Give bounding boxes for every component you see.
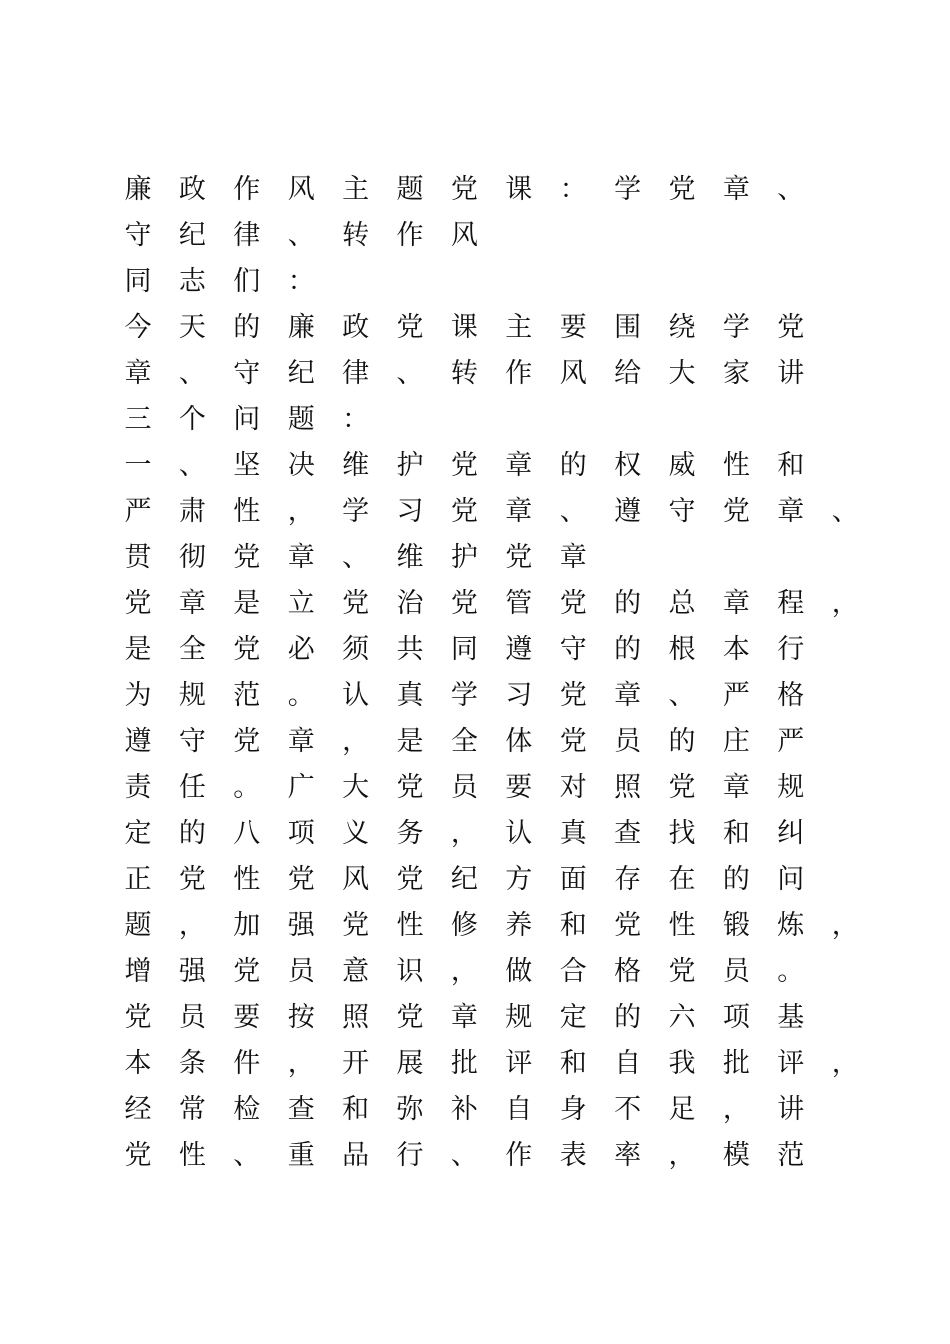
text-character: 自 (614, 1048, 642, 1079)
text-character: 为 (124, 680, 152, 711)
text-character: ， (287, 496, 315, 527)
text-character: 认 (505, 818, 533, 849)
text-character: 题 (396, 174, 424, 205)
text-character: 弥 (396, 1094, 424, 1125)
text-character: 个 (178, 404, 206, 435)
text-character: 件 (233, 1048, 261, 1079)
text-character: 学 (722, 312, 750, 343)
text-character: 党 (614, 910, 642, 941)
text-character: 是 (124, 634, 152, 665)
text-character: 决 (287, 450, 315, 481)
text-character: 的 (722, 864, 750, 895)
text-character: 照 (614, 772, 642, 803)
text-character: 。 (287, 680, 315, 711)
text-character: 章 (559, 542, 587, 573)
text-character: 今 (124, 312, 152, 343)
salutation-line (0, 259, 950, 305)
text-character: 广 (287, 772, 315, 803)
text-character: 章 (614, 680, 642, 711)
text-character: 项 (287, 818, 315, 849)
text-character: 章 (450, 1002, 478, 1033)
text-character: 性 (668, 910, 696, 941)
text-character: 党 (396, 312, 424, 343)
text-character: 和 (722, 818, 750, 849)
text-character: ： (559, 174, 587, 205)
text-character: 必 (287, 634, 315, 665)
text-character: 根 (668, 634, 696, 665)
text-character: 重 (287, 1140, 315, 1171)
text-character: 守 (559, 634, 587, 665)
text-character: 遵 (124, 726, 152, 757)
text-character: 、 (396, 358, 424, 389)
section-heading-line (0, 443, 950, 489)
text-character: 增 (124, 956, 152, 987)
text-character: 锻 (722, 910, 750, 941)
text-character: 党 (559, 680, 587, 711)
text-character: 补 (450, 1094, 478, 1125)
body-line (0, 857, 950, 903)
text-character: 格 (614, 956, 642, 987)
text-character: 党 (505, 542, 533, 573)
text-character: 章 (505, 496, 533, 527)
text-character: 、 (287, 220, 315, 251)
text-character: 的 (614, 1002, 642, 1033)
text-character: 真 (396, 680, 424, 711)
text-character: 要 (233, 1002, 261, 1033)
text-character: 党 (233, 634, 261, 665)
text-character: 纪 (450, 864, 478, 895)
text-character: 管 (505, 588, 533, 619)
text-character: 章 (505, 450, 533, 481)
body-line (0, 811, 950, 857)
text-character: ， (450, 818, 478, 849)
text-character: 要 (559, 312, 587, 343)
text-character: 坚 (233, 450, 261, 481)
text-character: 课 (450, 312, 478, 343)
text-character: 党 (178, 864, 206, 895)
text-character: 批 (722, 1048, 750, 1079)
text-character: 评 (777, 1048, 805, 1079)
text-character: 本 (722, 634, 750, 665)
text-character: 员 (722, 956, 750, 987)
body-line (0, 1087, 950, 1133)
text-character: 党 (233, 542, 261, 573)
text-character: 条 (178, 1048, 206, 1079)
text-character: 党 (450, 174, 478, 205)
text-character: 、 (342, 542, 370, 573)
text-character: 彻 (178, 542, 206, 573)
body-line (0, 1133, 950, 1179)
text-character: 风 (342, 864, 370, 895)
text-character: 经 (124, 1094, 152, 1125)
text-character: 的 (614, 634, 642, 665)
text-character: 识 (396, 956, 424, 987)
body-line (0, 581, 950, 627)
text-character: 党 (450, 496, 478, 527)
text-character: 责 (124, 772, 152, 803)
text-character: 、 (668, 680, 696, 711)
title-line-2 (0, 213, 950, 259)
text-character: 六 (668, 1002, 696, 1033)
text-character: 习 (505, 680, 533, 711)
text-character: 规 (777, 772, 805, 803)
text-character: 规 (505, 1002, 533, 1033)
text-character: 性 (396, 910, 424, 941)
text-character: 同 (450, 634, 478, 665)
text-character: 风 (559, 358, 587, 389)
text-character: 党 (559, 588, 587, 619)
text-character: 规 (178, 680, 206, 711)
text-character: 表 (559, 1140, 587, 1171)
body-line (0, 673, 950, 719)
text-character: 性 (178, 1140, 206, 1171)
text-character: 党 (668, 174, 696, 205)
text-character: 在 (668, 864, 696, 895)
text-character: 守 (178, 726, 206, 757)
text-character: 同 (124, 266, 152, 297)
text-character: 严 (722, 680, 750, 711)
text-character: 查 (614, 818, 642, 849)
text-character: 党 (396, 864, 424, 895)
text-character: 员 (287, 956, 315, 987)
text-character: 修 (450, 910, 478, 941)
text-character: 章 (287, 542, 315, 573)
text-character: 全 (450, 726, 478, 757)
text-character: 大 (342, 772, 370, 803)
text-character: 志 (178, 266, 206, 297)
text-character: 的 (178, 818, 206, 849)
text-character: 。 (777, 956, 805, 987)
text-character: 品 (342, 1140, 370, 1171)
text-character: ， (831, 1048, 859, 1079)
text-character: 章 (124, 358, 152, 389)
text-character: 章 (287, 726, 315, 757)
text-character: 立 (287, 588, 315, 619)
text-character: 护 (450, 542, 478, 573)
text-character: 员 (178, 1002, 206, 1033)
text-character: 按 (287, 1002, 315, 1033)
text-character: 是 (233, 588, 261, 619)
text-character: ， (342, 726, 370, 757)
text-character: 章 (722, 174, 750, 205)
text-character: 党 (668, 956, 696, 987)
text-character: 廉 (287, 312, 315, 343)
text-character: 总 (668, 588, 696, 619)
text-character: 强 (178, 956, 206, 987)
text-character: 合 (559, 956, 587, 987)
text-character: 模 (722, 1140, 750, 1171)
text-character: 、 (233, 1140, 261, 1171)
text-character: 大 (668, 358, 696, 389)
text-character: 范 (233, 680, 261, 711)
text-character: 一 (124, 450, 152, 481)
text-character: ， (178, 910, 206, 941)
text-character: 律 (342, 358, 370, 389)
text-character: 党 (668, 772, 696, 803)
text-character: 做 (505, 956, 533, 987)
text-character: 须 (342, 634, 370, 665)
text-character: 本 (124, 1048, 152, 1079)
body-line (0, 305, 950, 351)
text-character: ， (450, 956, 478, 987)
text-character: 范 (777, 1140, 805, 1171)
text-character: 绕 (668, 312, 696, 343)
text-character: 主 (505, 312, 533, 343)
text-character: 党 (396, 1002, 424, 1033)
text-character: ， (831, 910, 859, 941)
body-line (0, 627, 950, 673)
text-character: 性 (233, 864, 261, 895)
text-character: 党 (124, 588, 152, 619)
text-character: 意 (342, 956, 370, 987)
text-character: 任 (178, 772, 206, 803)
body-line (0, 397, 950, 443)
text-character: 风 (287, 174, 315, 205)
body-line (0, 765, 950, 811)
text-character: 认 (342, 680, 370, 711)
text-character: 开 (342, 1048, 370, 1079)
title-line-1 (0, 167, 950, 213)
text-character: 作 (505, 358, 533, 389)
text-character: 们 (233, 266, 261, 297)
text-character: ， (722, 1094, 750, 1125)
text-character: 务 (396, 818, 424, 849)
text-character: 全 (178, 634, 206, 665)
text-character: 义 (342, 818, 370, 849)
text-character: 风 (450, 220, 478, 251)
text-character: 党 (233, 726, 261, 757)
text-character: 遵 (505, 634, 533, 665)
text-character: 党 (287, 864, 315, 895)
text-character: 贯 (124, 542, 152, 573)
text-character: 足 (668, 1094, 696, 1125)
text-character: 展 (396, 1048, 424, 1079)
section-heading-line (0, 489, 950, 535)
text-character: 党 (342, 588, 370, 619)
text-character: 家 (722, 358, 750, 389)
text-character: 章 (178, 588, 206, 619)
body-line (0, 949, 950, 995)
text-character: 项 (722, 1002, 750, 1033)
text-character: 围 (614, 312, 642, 343)
text-character: 方 (505, 864, 533, 895)
text-character: 讲 (777, 358, 805, 389)
text-character: 习 (396, 496, 424, 527)
text-character: 对 (559, 772, 587, 803)
body-line (0, 995, 950, 1041)
text-character: 威 (668, 450, 696, 481)
text-character: 庄 (722, 726, 750, 757)
text-character: 加 (233, 910, 261, 941)
text-character: 和 (559, 910, 587, 941)
text-character: 定 (559, 1002, 587, 1033)
text-character: 廉 (124, 174, 152, 205)
text-character: 给 (614, 358, 642, 389)
text-character: 率 (614, 1140, 642, 1171)
text-character: 题 (287, 404, 315, 435)
text-character: 学 (614, 174, 642, 205)
text-character: 问 (777, 864, 805, 895)
text-character: 党 (722, 496, 750, 527)
text-character: 严 (777, 726, 805, 757)
text-character: 要 (505, 772, 533, 803)
text-character: 检 (233, 1094, 261, 1125)
text-character: 正 (124, 864, 152, 895)
text-character: 政 (178, 174, 206, 205)
text-character: 格 (777, 680, 805, 711)
text-character: 、 (178, 450, 206, 481)
text-character: 体 (505, 726, 533, 757)
text-character: 党 (450, 450, 478, 481)
body-line (0, 719, 950, 765)
body-line (0, 351, 950, 397)
text-character: 作 (233, 174, 261, 205)
text-character: 学 (342, 496, 370, 527)
text-character: 程 (777, 588, 805, 619)
text-character: 守 (668, 496, 696, 527)
text-character: 性 (233, 496, 261, 527)
text-character: 律 (233, 220, 261, 251)
text-character: 纠 (777, 818, 805, 849)
text-character: 和 (342, 1094, 370, 1125)
text-character: 常 (178, 1094, 206, 1125)
text-character: 的 (614, 588, 642, 619)
text-character: 题 (124, 910, 152, 941)
text-character: ： (342, 404, 370, 435)
text-character: 党 (233, 956, 261, 987)
text-character: 我 (668, 1048, 696, 1079)
text-character: 讲 (777, 1094, 805, 1125)
text-character: 的 (559, 450, 587, 481)
text-character: 三 (124, 404, 152, 435)
text-character: 找 (668, 818, 696, 849)
text-character: 员 (614, 726, 642, 757)
text-character: 维 (342, 450, 370, 481)
text-character: 肃 (178, 496, 206, 527)
text-character: 定 (124, 818, 152, 849)
body-line (0, 903, 950, 949)
text-character: 章 (777, 496, 805, 527)
text-character: 党 (559, 726, 587, 757)
text-character: 作 (396, 220, 424, 251)
text-character: 基 (777, 1002, 805, 1033)
text-character: 行 (777, 634, 805, 665)
text-character: 八 (233, 818, 261, 849)
text-character: 和 (559, 1048, 587, 1079)
text-character: 员 (450, 772, 478, 803)
text-character: 。 (233, 772, 261, 803)
text-character: 遵 (614, 496, 642, 527)
text-character: 纪 (287, 358, 315, 389)
text-character: 问 (233, 404, 261, 435)
text-character: 性 (722, 450, 750, 481)
body-line (0, 1041, 950, 1087)
section-heading-line (0, 535, 950, 581)
text-character: ： (287, 266, 315, 297)
text-character: 党 (396, 772, 424, 803)
text-character: 不 (614, 1094, 642, 1125)
text-character: 守 (124, 220, 152, 251)
text-character: 批 (450, 1048, 478, 1079)
text-character: 党 (450, 588, 478, 619)
text-character: 守 (233, 358, 261, 389)
text-character: 是 (396, 726, 424, 757)
text-character: 的 (668, 726, 696, 757)
text-character: 面 (559, 864, 587, 895)
text-character: 纪 (178, 220, 206, 251)
text-character: 课 (505, 174, 533, 205)
text-character: 强 (287, 910, 315, 941)
text-character: 、 (559, 496, 587, 527)
text-character: 主 (342, 174, 370, 205)
text-character: 炼 (777, 910, 805, 941)
text-character: 身 (559, 1094, 587, 1125)
text-character: 和 (777, 450, 805, 481)
text-character: 天 (178, 312, 206, 343)
text-character: 作 (505, 1140, 533, 1171)
text-character: 的 (233, 312, 261, 343)
text-character: 评 (505, 1048, 533, 1079)
text-character: 护 (396, 450, 424, 481)
text-character: 照 (342, 1002, 370, 1033)
text-character: 、 (450, 1140, 478, 1171)
text-character: 转 (342, 220, 370, 251)
text-character: 政 (342, 312, 370, 343)
text-character: 党 (124, 1002, 152, 1033)
text-character: 章 (722, 588, 750, 619)
text-character: 党 (777, 312, 805, 343)
text-character: 存 (614, 864, 642, 895)
text-character: 党 (342, 910, 370, 941)
text-character: ， (831, 588, 859, 619)
text-character: 、 (831, 496, 859, 527)
text-character: 转 (450, 358, 478, 389)
text-character: 章 (722, 772, 750, 803)
text-character: 养 (505, 910, 533, 941)
text-character: 学 (450, 680, 478, 711)
text-character: 查 (287, 1094, 315, 1125)
text-character: ， (668, 1140, 696, 1171)
text-character: 共 (396, 634, 424, 665)
text-character: 自 (505, 1094, 533, 1125)
text-character: 、 (178, 358, 206, 389)
text-character: 严 (124, 496, 152, 527)
text-character: 行 (396, 1140, 424, 1171)
text-character: 维 (396, 542, 424, 573)
text-character: 、 (777, 174, 805, 205)
text-character: 党 (124, 1140, 152, 1171)
text-character: ， (287, 1048, 315, 1079)
text-character: 真 (559, 818, 587, 849)
text-character: 权 (614, 450, 642, 481)
text-character: 治 (396, 588, 424, 619)
